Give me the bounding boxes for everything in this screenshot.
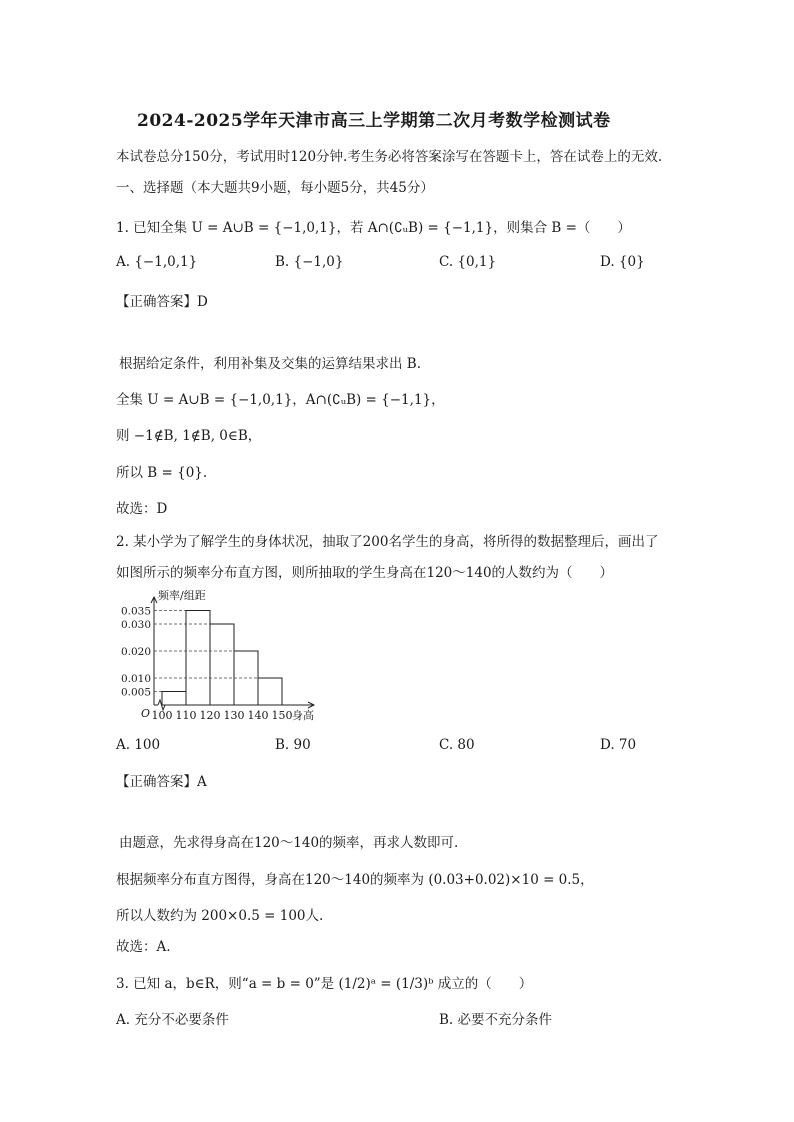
q1-option-b: B. {−1,0} <box>275 254 344 270</box>
q2-stem-line1: 2. 某小学为了解学生的身体状况，抽取了200名学生的身高，将所得的数据整理后，画出了 <box>116 534 659 550</box>
q1-option-d: D. {0} <box>600 254 645 270</box>
y-tick-label: 0.035 <box>120 605 151 618</box>
y-tick-label: 0.005 <box>120 686 151 699</box>
x-tick-label: 140 <box>247 709 269 722</box>
q1-option-c: C. {0,1} <box>439 254 497 270</box>
x-tick-label: 100 <box>151 709 173 722</box>
q3-option-b: B. 必要不充分条件 <box>439 1012 553 1028</box>
q1-solution-line: 所以 B = {0}. <box>116 465 208 481</box>
histogram-bar <box>186 611 210 706</box>
x-tick-label: 150 <box>271 709 293 722</box>
q1-solution-line: 根据给定条件，利用补集及交集的运算结果求出 B. <box>119 356 422 372</box>
section-heading: 一、选择题（本大题共9小题，每小题5分，共45分） <box>116 180 434 196</box>
page-title: 2024-2025学年天津市高三上学期第二次月考数学检测试卷 <box>137 111 611 131</box>
exam-intro: 本试卷总分150分，考试用时120分钟.考生务必将答案涂写在答题卡上，答在试卷上的无效. <box>116 149 663 165</box>
x-axis-label: 身高 <box>292 709 314 722</box>
x-tick-label: 110 <box>175 709 197 722</box>
q2-solution-line: 所以人数约为 200×0.5 = 100人. <box>116 908 324 924</box>
q2-option-c: C. 80 <box>439 737 475 753</box>
q1-stem: 1. 已知全集 U = A∪B = {−1,0,1}，若 A∩(∁ᵤB) = {−1,1}，则集合 B =（ ） <box>116 220 631 236</box>
q2-answer: 【正确答案】A <box>116 774 207 790</box>
q2-solution-line: 由题意，先求得身高在120～140的频率，再求人数即可. <box>119 835 459 851</box>
q3-stem: 3. 已知 a，b∈R，则“a = b = 0”是 (1/2)ᵃ = (1/3)ᵇ 成立的（ ） <box>116 976 533 992</box>
q2-option-b: B. 90 <box>275 737 311 753</box>
histogram-bar <box>210 624 234 705</box>
y-tick-label: 0.020 <box>120 646 151 658</box>
q2-option-d: D. 70 <box>600 737 637 753</box>
x-tick-label: 120 <box>199 709 221 722</box>
q1-solution-line: 全集 U = A∪B = {−1,0,1}，A∩(∁ᵤB) = {−1,1}， <box>116 392 445 408</box>
q1-solution-line: 故选：D <box>116 501 168 517</box>
origin-label: O <box>140 707 150 720</box>
frequency-histogram <box>110 585 340 730</box>
q1-answer: 【正确答案】D <box>116 294 208 310</box>
histogram-bar <box>162 692 186 706</box>
q1-option-a: A. {−1,0,1} <box>116 254 198 270</box>
q2-solution-line: 故选：A. <box>116 939 171 955</box>
q2-option-a: A. 100 <box>116 737 161 753</box>
y-axis-label: 频率/组距 <box>158 589 206 602</box>
q1-solution-line: 则 −1∉B, 1∉B, 0∈B， <box>116 428 262 444</box>
q2-stem-line2: 如图所示的频率分布直方图，则所抽取的学生身高在120～140的人数约为（ ） <box>116 565 614 581</box>
histogram-bar <box>258 678 282 705</box>
y-tick-label: 0.030 <box>120 619 151 631</box>
q2-solution-line: 根据频率分布直方图得，身高在120～140的频率为 (0.03+0.02)×10 = 0.5， <box>116 872 594 888</box>
y-tick-label: 0.010 <box>120 673 151 685</box>
x-tick-label: 130 <box>223 709 245 722</box>
q3-option-a: A. 充分不必要条件 <box>116 1012 229 1028</box>
